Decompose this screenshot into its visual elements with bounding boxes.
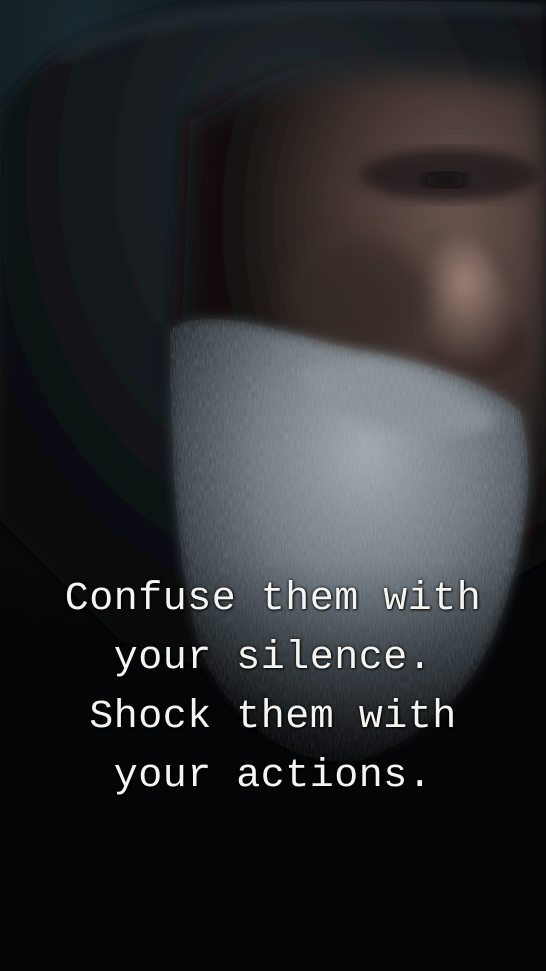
quote-line-2: your silence. bbox=[113, 636, 433, 681]
quote-text bbox=[0, 570, 546, 806]
quote-line-3: Shock them with bbox=[89, 695, 457, 740]
quote-line-1: Confuse them with bbox=[64, 577, 482, 622]
quote-line-4: your actions. bbox=[113, 754, 433, 799]
